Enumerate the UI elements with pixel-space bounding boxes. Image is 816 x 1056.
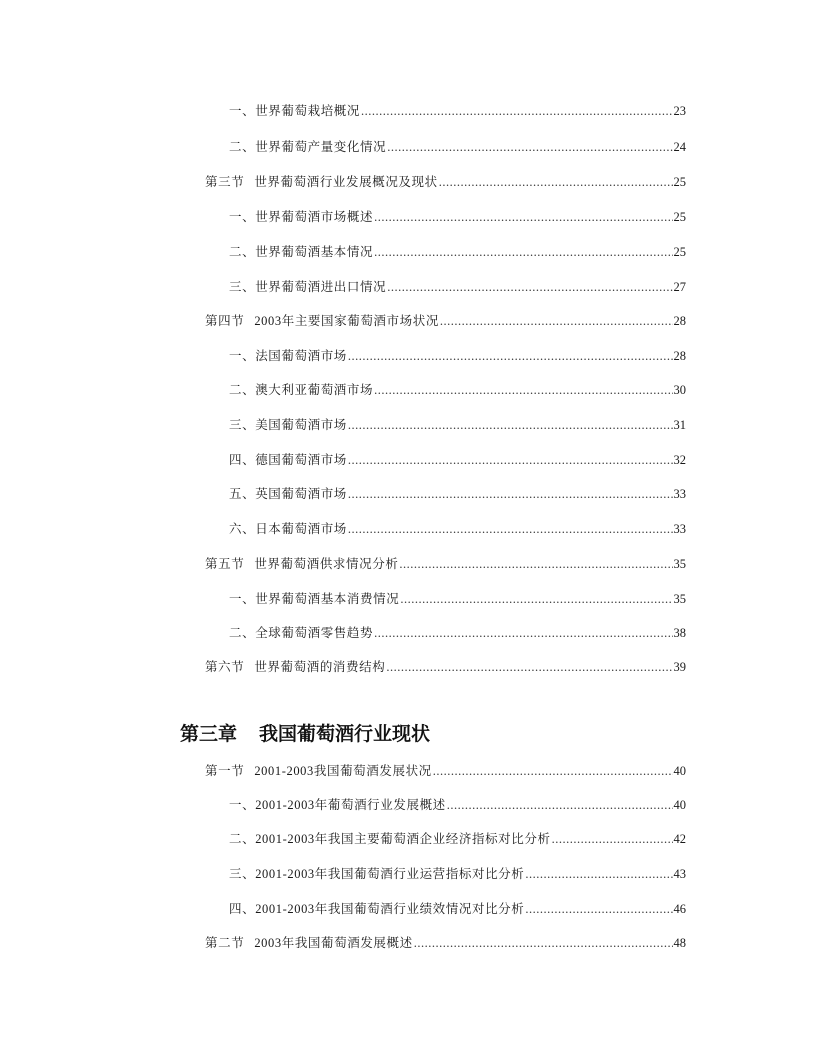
toc-entry[interactable] xyxy=(205,934,686,952)
toc-entry-prefix: 第四节 xyxy=(205,314,245,328)
toc-entry-prefix: 三、 xyxy=(229,280,256,294)
toc-entry-prefix: 二、 xyxy=(229,383,256,397)
toc-entry-prefix: 四、 xyxy=(229,902,256,916)
toc-entry[interactable] xyxy=(205,658,686,676)
chapter-heading[interactable] xyxy=(180,721,430,747)
dot-leader xyxy=(525,900,672,918)
toc-entry[interactable] xyxy=(229,243,686,261)
toc-entry-prefix: 一、 xyxy=(229,592,256,606)
chapter-number: 第三章 xyxy=(180,723,238,745)
toc-entry-title: 2001-2003年我国葡萄酒行业绩效情况对比分析 xyxy=(255,902,525,916)
toc-entry-page: 28 xyxy=(673,314,686,328)
dot-leader xyxy=(361,102,672,120)
toc-entry[interactable] xyxy=(229,381,686,399)
dot-leader xyxy=(400,590,672,608)
toc-entry-page: 43 xyxy=(673,867,686,881)
toc-entry-page: 32 xyxy=(673,453,686,467)
toc-entry-prefix: 二、 xyxy=(229,245,256,259)
toc-entry[interactable] xyxy=(229,208,686,226)
toc-entry-prefix: 六、 xyxy=(229,522,256,536)
toc-entry-page: 33 xyxy=(673,522,686,536)
dot-leader xyxy=(348,416,673,434)
toc-entry-page: 27 xyxy=(673,280,686,294)
toc-entry-page: 28 xyxy=(673,349,686,363)
dot-leader xyxy=(552,830,673,848)
toc-entry-prefix: 五、 xyxy=(229,487,256,501)
toc-entry-page: 39 xyxy=(673,660,686,674)
toc-entry-title: 世界葡萄酒供求情况分析 xyxy=(254,557,399,571)
toc-entry-title: 世界葡萄酒进出口情况 xyxy=(255,280,387,294)
toc-entry-prefix: 一、 xyxy=(229,798,256,812)
toc-entry-page: 25 xyxy=(673,175,686,189)
toc-entry-title: 世界葡萄栽培概况 xyxy=(255,104,361,118)
toc-entry[interactable] xyxy=(229,278,686,296)
toc-entry-page: 33 xyxy=(673,487,686,501)
toc-entry-page: 35 xyxy=(673,592,686,606)
toc-entry-title: 2001-2003年我国葡萄酒行业运营指标对比分析 xyxy=(255,867,525,881)
toc-entry-title: 日本葡萄酒市场 xyxy=(255,522,347,536)
toc-entry[interactable] xyxy=(205,173,686,191)
toc-entry-prefix: 第五节 xyxy=(205,557,245,571)
toc-entry-page: 40 xyxy=(673,764,686,778)
toc-entry-prefix: 一、 xyxy=(229,104,256,118)
toc-entry[interactable] xyxy=(205,762,686,780)
toc-entry-title: 法国葡萄酒市场 xyxy=(255,349,347,363)
toc-entry-title: 2003年主要国家葡萄酒市场状况 xyxy=(254,314,439,328)
dot-leader xyxy=(440,312,673,330)
toc-entry[interactable] xyxy=(229,520,686,538)
toc-entry-prefix: 三、 xyxy=(229,418,256,432)
toc-entry-prefix: 第一节 xyxy=(205,764,245,778)
toc-entry-page: 46 xyxy=(673,902,686,916)
toc-entry-prefix: 二、 xyxy=(229,140,256,154)
toc-entry-title: 全球葡萄酒零售趋势 xyxy=(255,626,374,640)
dot-leader xyxy=(348,520,673,538)
toc-entry-prefix: 三、 xyxy=(229,867,256,881)
toc-entry-prefix: 二、 xyxy=(229,626,256,640)
toc-entry-page: 30 xyxy=(673,383,686,397)
toc-entry-title: 2001-2003年我国主要葡萄酒企业经济指标对比分析 xyxy=(255,832,551,846)
toc-entry-title: 世界葡萄酒行业发展概况及现状 xyxy=(254,175,438,189)
dot-leader xyxy=(386,658,672,676)
toc-entry-page: 23 xyxy=(673,104,686,118)
dot-leader xyxy=(387,138,672,156)
toc-entry[interactable] xyxy=(229,138,686,156)
chapter-title: 我国葡萄酒行业现状 xyxy=(259,723,431,745)
toc-entry-title: 世界葡萄酒市场概述 xyxy=(255,210,374,224)
toc-entry-prefix: 第六节 xyxy=(205,660,245,674)
toc-entry-page: 25 xyxy=(673,245,686,259)
toc-entry-title: 美国葡萄酒市场 xyxy=(255,418,347,432)
dot-leader xyxy=(348,451,673,469)
toc-entry-prefix: 二、 xyxy=(229,832,256,846)
dot-leader xyxy=(387,278,672,296)
toc-entry-title: 德国葡萄酒市场 xyxy=(255,453,347,467)
toc-entry-prefix: 一、 xyxy=(229,210,256,224)
dot-leader xyxy=(439,173,673,191)
toc-entry[interactable] xyxy=(229,590,686,608)
dot-leader xyxy=(414,934,673,952)
toc-entry-title: 2001-2003我国葡萄酒发展状况 xyxy=(254,764,432,778)
dot-leader xyxy=(374,381,672,399)
dot-leader xyxy=(447,796,673,814)
toc-entry[interactable] xyxy=(205,312,686,330)
toc-entry[interactable] xyxy=(229,796,686,814)
toc-entry[interactable] xyxy=(205,555,686,573)
toc-entry-title: 世界葡萄酒基本情况 xyxy=(255,245,374,259)
toc-entry[interactable] xyxy=(229,865,686,883)
dot-leader xyxy=(374,624,672,642)
toc-entry[interactable] xyxy=(229,416,686,434)
toc-entry-page: 35 xyxy=(673,557,686,571)
toc-entry-prefix: 四、 xyxy=(229,453,256,467)
toc-entry[interactable] xyxy=(229,451,686,469)
toc-entry-title: 2003年我国葡萄酒发展概述 xyxy=(254,936,413,950)
dot-leader xyxy=(348,347,673,365)
toc-entry-prefix: 第二节 xyxy=(205,936,245,950)
toc-entry-page: 25 xyxy=(673,210,686,224)
toc-entry-title: 世界葡萄酒的消费结构 xyxy=(254,660,386,674)
toc-entry-title: 2001-2003年葡萄酒行业发展概述 xyxy=(255,798,446,812)
toc-entry[interactable] xyxy=(229,900,686,918)
toc-entry-page: 42 xyxy=(673,832,686,846)
toc-entry[interactable] xyxy=(229,102,686,120)
toc-entry-title: 英国葡萄酒市场 xyxy=(255,487,347,501)
toc-entry-page: 31 xyxy=(673,418,686,432)
toc-entry[interactable] xyxy=(229,485,686,503)
toc-entry[interactable] xyxy=(229,830,686,848)
dot-leader xyxy=(348,485,673,503)
dot-leader xyxy=(399,555,672,573)
toc-entry-page: 48 xyxy=(673,936,686,950)
toc-entry-page: 24 xyxy=(673,140,686,154)
toc-entry[interactable] xyxy=(229,347,686,365)
dot-leader xyxy=(374,208,672,226)
toc-entry-page: 38 xyxy=(673,626,686,640)
toc-entry-title: 澳大利亚葡萄酒市场 xyxy=(255,383,374,397)
toc-entry[interactable] xyxy=(229,624,686,642)
dot-leader xyxy=(374,243,672,261)
toc-entry-title: 世界葡萄产量变化情况 xyxy=(255,140,387,154)
dot-leader xyxy=(525,865,672,883)
toc-entry-prefix: 一、 xyxy=(229,349,256,363)
dot-leader xyxy=(433,762,673,780)
toc-entry-page: 40 xyxy=(673,798,686,812)
toc-entry-title: 世界葡萄酒基本消费情况 xyxy=(255,592,400,606)
toc-entry-prefix: 第三节 xyxy=(205,175,245,189)
